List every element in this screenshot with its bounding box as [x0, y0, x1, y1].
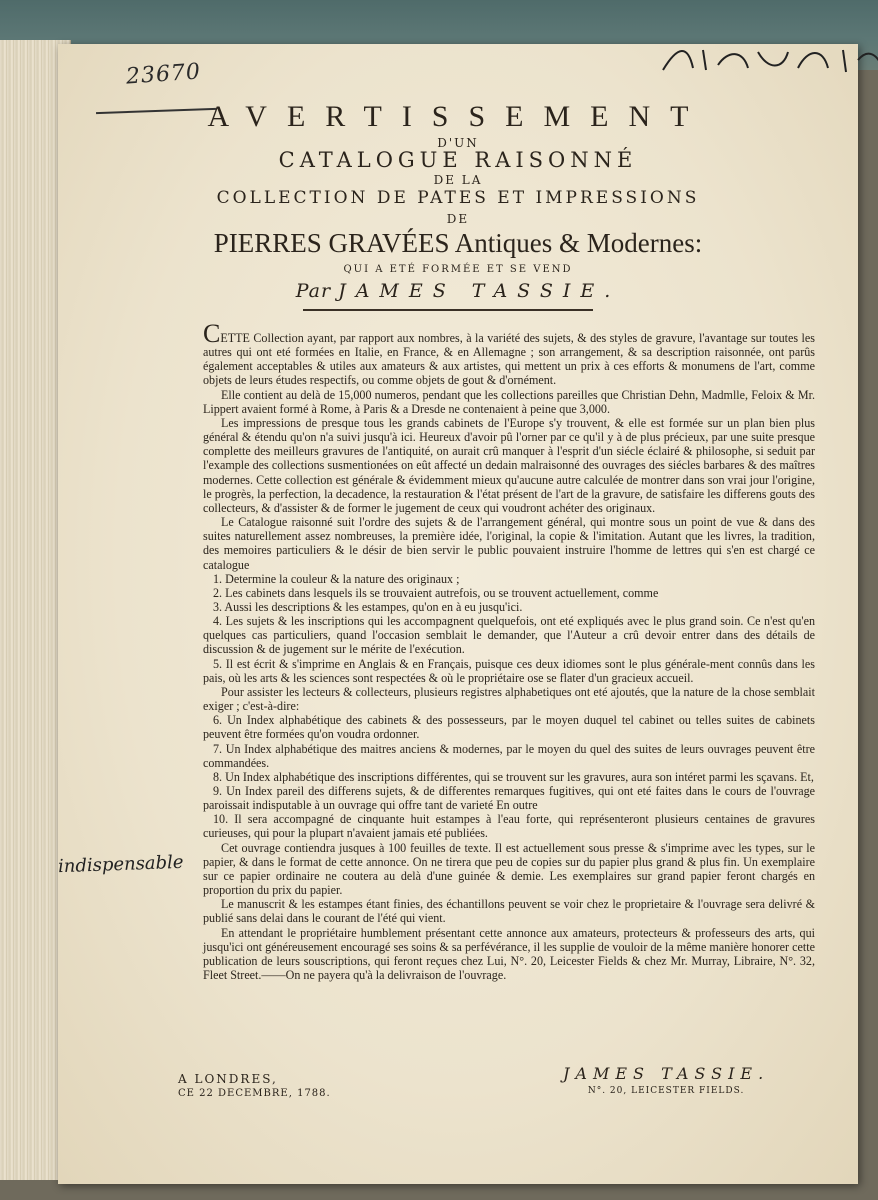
title-dun: D'UN	[437, 136, 479, 150]
drop-cap: C	[203, 319, 221, 348]
footer-signature-block	[563, 1064, 769, 1096]
body-text	[203, 319, 815, 983]
paragraph: Les impressions de presque tous les grands cabinets de l'Europe s'y trouvent, & elle est formée sur un plan bien plus général & étendu qu'on n'a suivi jusqu'à ici. Heureux d'avoir pû l'orner par ce qu'il y à de plus précieux, par une suite presque complette des meilleurs gravures de l'antiquité, on aurait crû manquer à l'esprit d'un siécle éclairé & philosophe, si seduit par l'example des collections susmentionées on eût affecté un dedain malraisonné des ouvrages des siécles barbares & des maîtres modernes. Cette collection est générale & évidemment mieux qu'aucune autre calculée de montrer dans son vrai jour l'origine, le progrès, la perfection, la decadence, la restauration & l'état présent de l'art de la gravure, de satisfaire les differens gouts des collecteurs, & d'assister & de former le jugement de ceux qui voudront achéter des originaux.	[203, 415, 815, 515]
list-item: 7. Un Index alphabétique des maitres anciens & modernes, par le moyen du quel des suites de leurs ouvrages peuvent être commandées.	[203, 741, 815, 770]
list-item: 9. Un Index pareil des differens sujets, & de differentes remarques fugitives, qui ont eté faites dans le cours de l'ouvrage paroissait indisputable à un ouvrage qui offre tant de varieté En outre	[203, 784, 815, 813]
title-pierres-gravees: PIERRES GRAVÉES Antiques & Modernes:	[213, 228, 703, 258]
list-item: 4. Les sujets & les inscriptions qui les accompagnent quelquefois, ont eté expliqués avec le plus grand soin. Ce n'est qu'en quelques cas particuliers, quand l'occasion semblait le demander, que l'Auteur a crû devoir entrer dans des détails de discussion & de jugement sur le mérite de l'exécution.	[203, 614, 815, 657]
title-catalogue: CATALOGUE RAISONNÉ	[278, 148, 638, 172]
handwritten-catalogue-number: 23670	[125, 59, 202, 90]
paragraph: En attendant le propriétaire humblement présentant cette annonce aux amateurs, protecteurs & professeurs des arts, qui jusqu'ici ont généreusement encouragé ses soins & sa perfévérance, il les supplie de vouloir de la même manière honorer cette publication de leurs souscriptions, qui feront reçues chez Lui, N°. 20, Leicester Fields & chez Mr. Murray, Libraire, N°. 32, Fleet Street.——On ne payera qu'à la delivraison de l'ouvrage.	[203, 925, 815, 983]
paragraph: Le manuscrit & les estampes étant finies, des échantillons peuvent se voir chez le proprietaire & l'ouvrage sera delivré & publié sans delai dans le courant de l'été qui vient.	[203, 897, 815, 926]
footer-place-date	[178, 1072, 331, 1099]
list-item: 3. Aussi les descriptions & les estampes, qu'on en à eu jusqu'ici.	[213, 599, 523, 614]
list-item: 2. Les cabinets dans lesquels ils se trouvaient autrefois, ou se trouvent actuellement, comme	[213, 585, 659, 600]
document-page	[58, 44, 858, 1184]
title-author-name: JAMES TASSIE.	[338, 280, 621, 302]
paragraph: Elle contient au delà de 15,000 numeros, pendant que les collections pareilles que Christian Dehn, Madmlle, Feloix & Mr. Lippert avaient formé à Rome, à Paris & a Dresde ne contenaient à peine que 3,000.	[203, 387, 815, 416]
handwritten-scribble-icon	[658, 40, 878, 80]
title-collection: COLLECTION DE PATES ET IMPRESSIONS	[216, 188, 700, 208]
footer-place: A LONDRES,	[178, 1072, 278, 1086]
title-formee: QUI A ETÉ FORMÉE ET SE VEND	[343, 264, 573, 275]
list-item: 8. Un Index alphabétique des inscriptions différentes, qui se trouvent sur les gravures, aura son intéret parmi les sçavans. Et,	[213, 769, 814, 784]
paragraph-text: ETTE Collection ayant, par rapport aux nombres, à la variété des sujets, & des styles de gravure, l'avantage sur toutes les autres qui ont eté formées en Italie, en France, & en Allemagne ; son arrangement, & sa description raisonnée, ont parûs également acceptables & utiles aux amateurs & aux artistes, qui mettent un prix à ces efforts & monumens de l'art, comme objets de leurs études respectifs, ou comme objets de gout & d'ornément.	[203, 331, 815, 388]
footer-date: CE 22 DECEMBRE, 1788.	[178, 1088, 331, 1099]
title-rule	[303, 309, 593, 311]
paragraph	[203, 319, 815, 388]
title-author-line	[58, 280, 858, 302]
list-item: 1. Determine la couleur & la nature des originaux ;	[213, 571, 460, 586]
title-de-la: DE LA	[433, 173, 483, 187]
list-item: 6. Un Index alphabétique des cabinets & des possesseurs, par le moyen duquel tel cabinet ou telles suites de cabinets peuvent être formées qu'on voudra ordonner.	[203, 713, 815, 742]
title-avertissement: AVERTISSEMENT	[207, 100, 709, 133]
title-par: Par	[295, 280, 332, 302]
title-de: DE	[446, 212, 470, 226]
paragraph: Le Catalogue raisonné suit l'ordre des sujets & de l'arrangement général, qui montre sous un point de vue & dans des suites naturellement assez nombreuses, la première idée, l'original, la copie & l'imitation. Autant que les livres, la tradition, des memoires particuliers & le désir de bien servir le public pouvaient instruire l'homme de lettres qui s'en est chargé ce catalogue	[203, 515, 815, 572]
footer-address: N°. 20, LEICESTER FIELDS.	[587, 1086, 745, 1096]
paragraph: Pour assister les lecteurs & collecteurs, plusieurs registres alphabetiques ont eté ajoutés, que la nature de la chose semblait exiger ; c'est-à-dire:	[203, 684, 815, 714]
list-item: 10. Il sera accompagné de cinquante huit estampes à l'eau forte, qui représenteront plusieurs centaines de gravures curieuses, qui pour la plupart n'avaient jamais eté publiées.	[203, 812, 815, 841]
paragraph: Cet ouvrage contiendra jusques à 100 feuilles de texte. Il est actuellement sous presse & s'imprime avec les types, sur le papier, & dans le format de cette annonce. On ne tirera que peu de copies sur du papier plus grand & plus fin. Un exemplaire sur ce papier ordinaire ne coutera au delà d'une guinée & demie. Les exemplaires sur grand papier feront chargés en proportion du prix du papier.	[203, 840, 815, 898]
footer-signature: JAMES TASSIE.	[563, 1064, 770, 1083]
list-item: 5. Il est écrit & s'imprime en Anglais & en Français, puisque ces deux idiomes sont le plus générale-ment connûs dans les pais, où les arts & les sciences sont respectées & où le propriétaire ose se flater d'un gracieux accueil.	[203, 656, 815, 685]
handwritten-margin-note: indispensable	[57, 851, 184, 878]
